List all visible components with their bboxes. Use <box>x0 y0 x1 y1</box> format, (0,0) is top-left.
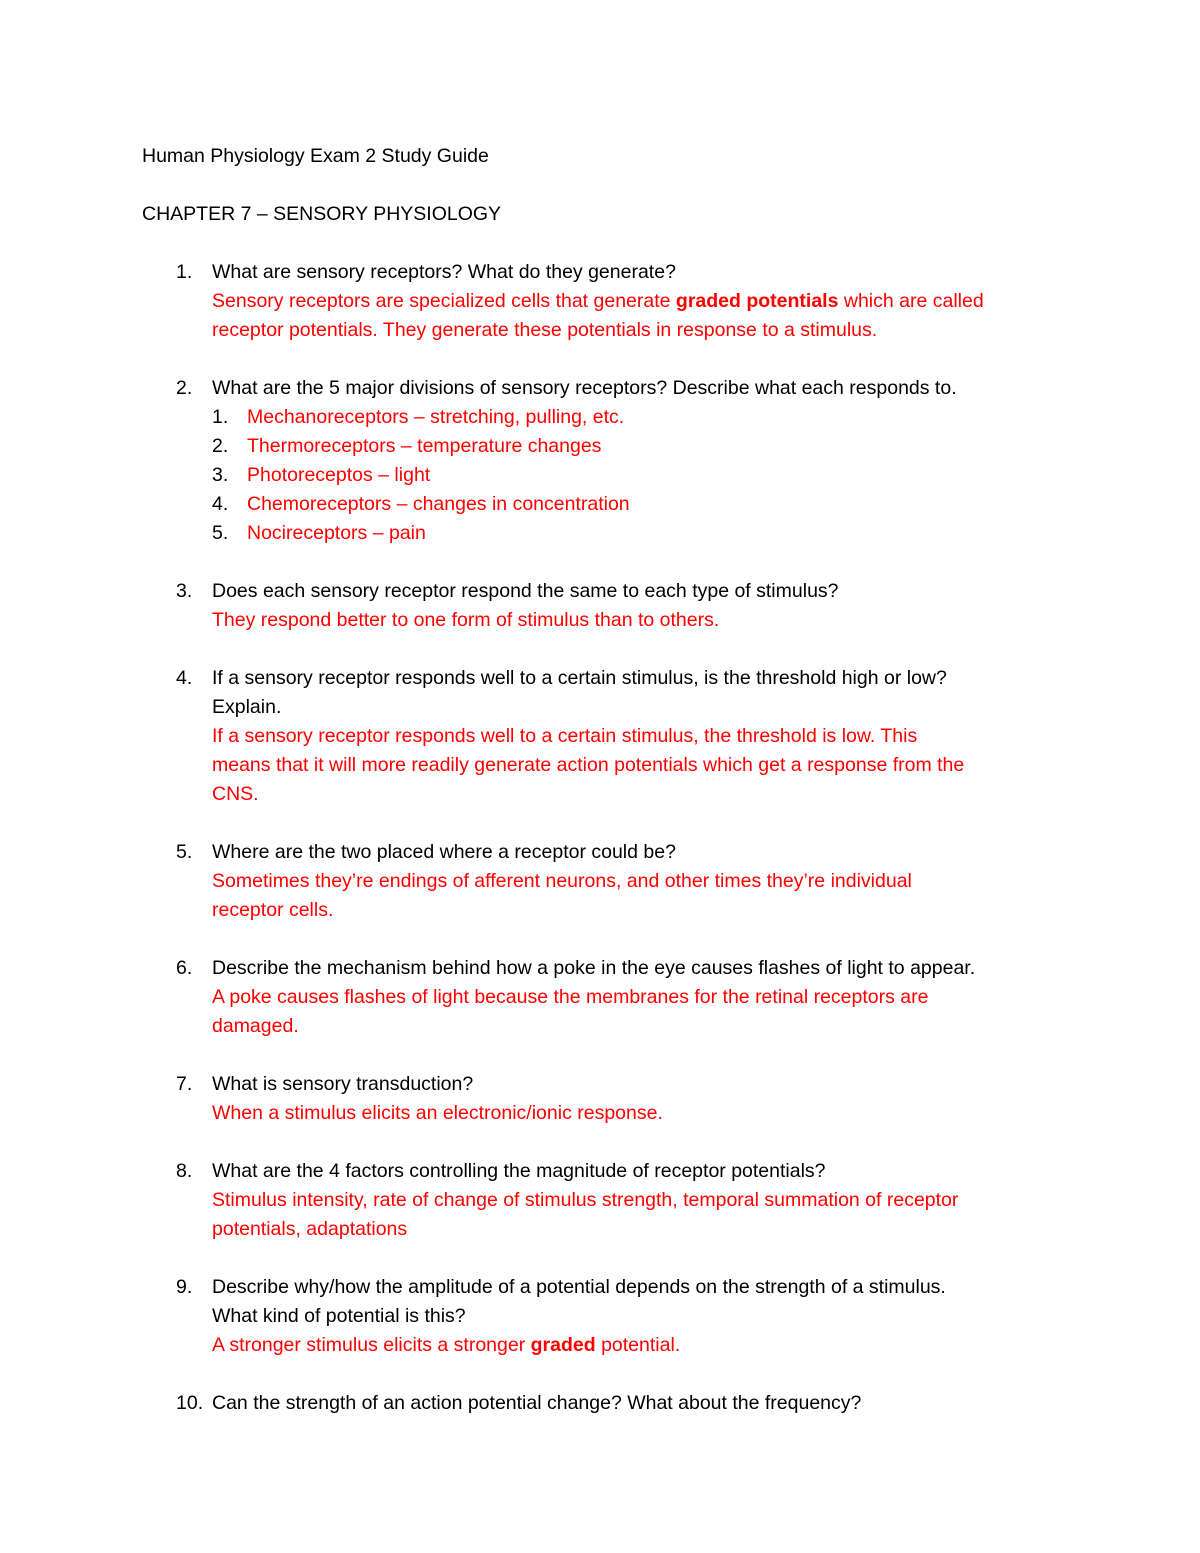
question-number: 9. <box>176 1276 193 1298</box>
question-1 <box>142 258 1082 345</box>
answer-text: receptor cells. <box>212 899 334 921</box>
answer-text: potentials, adaptations <box>212 1218 408 1240</box>
question-text: Where are the two placed where a receptor could be? <box>212 841 676 863</box>
list-item: 4. Chemoreceptors – changes in concentration <box>212 493 630 515</box>
question-number: 5. <box>176 841 193 863</box>
question-3 <box>142 577 1082 635</box>
question-number: 7. <box>176 1073 193 1095</box>
question-text: What kind of potential is this? <box>212 1305 466 1327</box>
answer-emphasis: graded <box>530 1334 596 1356</box>
question-text: Describe why/how the amplitude of a potential depends on the strength of a stimulus. <box>212 1276 946 1298</box>
document-title: Human Physiology Exam 2 Study Guide <box>142 145 489 167</box>
answer-text: means that it will more readily generate action potentials which get a response from the <box>212 754 965 776</box>
question-number: 8. <box>176 1160 193 1182</box>
question-8 <box>142 1157 1082 1244</box>
question-number: 3. <box>176 580 193 602</box>
question-text: If a sensory receptor responds well to a certain stimulus, is the threshold high or low? <box>212 667 947 689</box>
answer-text: CNS. <box>212 783 259 805</box>
question-list <box>142 258 1082 1418</box>
question-10 <box>142 1389 1082 1418</box>
answer-text: Sometimes they’re endings of afferent neurons, and other times they’re individual <box>212 870 912 892</box>
question-number: 4. <box>176 667 193 689</box>
list-item: 5. Nocireceptors – pain <box>212 522 426 544</box>
question-number: 1. <box>176 261 193 283</box>
question-9 <box>142 1273 1082 1360</box>
question-number: 10. <box>176 1392 204 1414</box>
list-item: 1. Mechanoreceptors – stretching, pulling, etc. <box>212 406 625 428</box>
question-text: What are sensory receptors? What do they generate? <box>212 261 676 283</box>
question-text: Describe the mechanism behind how a poke in the eye causes flashes of light to appear. <box>212 957 976 979</box>
question-text: What are the 5 major divisions of sensory receptors? Describe what each responds to. <box>212 377 957 399</box>
question-text: Explain. <box>212 696 282 718</box>
document-page <box>142 142 1082 1447</box>
question-7 <box>142 1070 1082 1128</box>
answer-text: A poke causes flashes of light because the membranes for the retinal receptors are <box>212 986 929 1008</box>
question-number: 2. <box>176 377 193 399</box>
receptor-division-list <box>212 403 1082 548</box>
answer-text: A stronger stimulus elicits a stronger graded potential. <box>212 1334 681 1356</box>
list-item: 3. Photoreceptos – light <box>212 464 431 486</box>
question-text: What are the 4 factors controlling the magnitude of receptor potentials? <box>212 1160 826 1182</box>
question-5 <box>142 838 1082 925</box>
question-2 <box>142 374 1082 548</box>
chapter-heading: CHAPTER 7 – SENSORY PHYSIOLOGY <box>142 203 502 225</box>
question-text: What is sensory transduction? <box>212 1073 474 1095</box>
question-text: Can the strength of an action potential change? What about the frequency? <box>212 1392 862 1414</box>
question-text: Does each sensory receptor respond the same to each type of stimulus? <box>212 580 839 602</box>
answer-text: damaged. <box>212 1015 299 1037</box>
answer-text: When a stimulus elicits an electronic/ionic response. <box>212 1102 663 1124</box>
answer-emphasis: graded potentials <box>675 290 839 312</box>
answer-text: Stimulus intensity, rate of change of stimulus strength, temporal summation of receptor <box>212 1189 959 1211</box>
answer-text: If a sensory receptor responds well to a certain stimulus, the threshold is low. This <box>212 725 918 747</box>
answer-text: receptor potentials. They generate these potentials in response to a stimulus. <box>212 319 878 341</box>
answer-text: They respond better to one form of stimulus than to others. <box>212 609 720 631</box>
question-6 <box>142 954 1082 1041</box>
question-number: 6. <box>176 957 193 979</box>
answer-text: Sensory receptors are specialized cells that generate graded potentials which are called <box>212 290 984 312</box>
question-4 <box>142 664 1082 809</box>
list-item: 2. Thermoreceptors – temperature changes <box>212 435 602 457</box>
